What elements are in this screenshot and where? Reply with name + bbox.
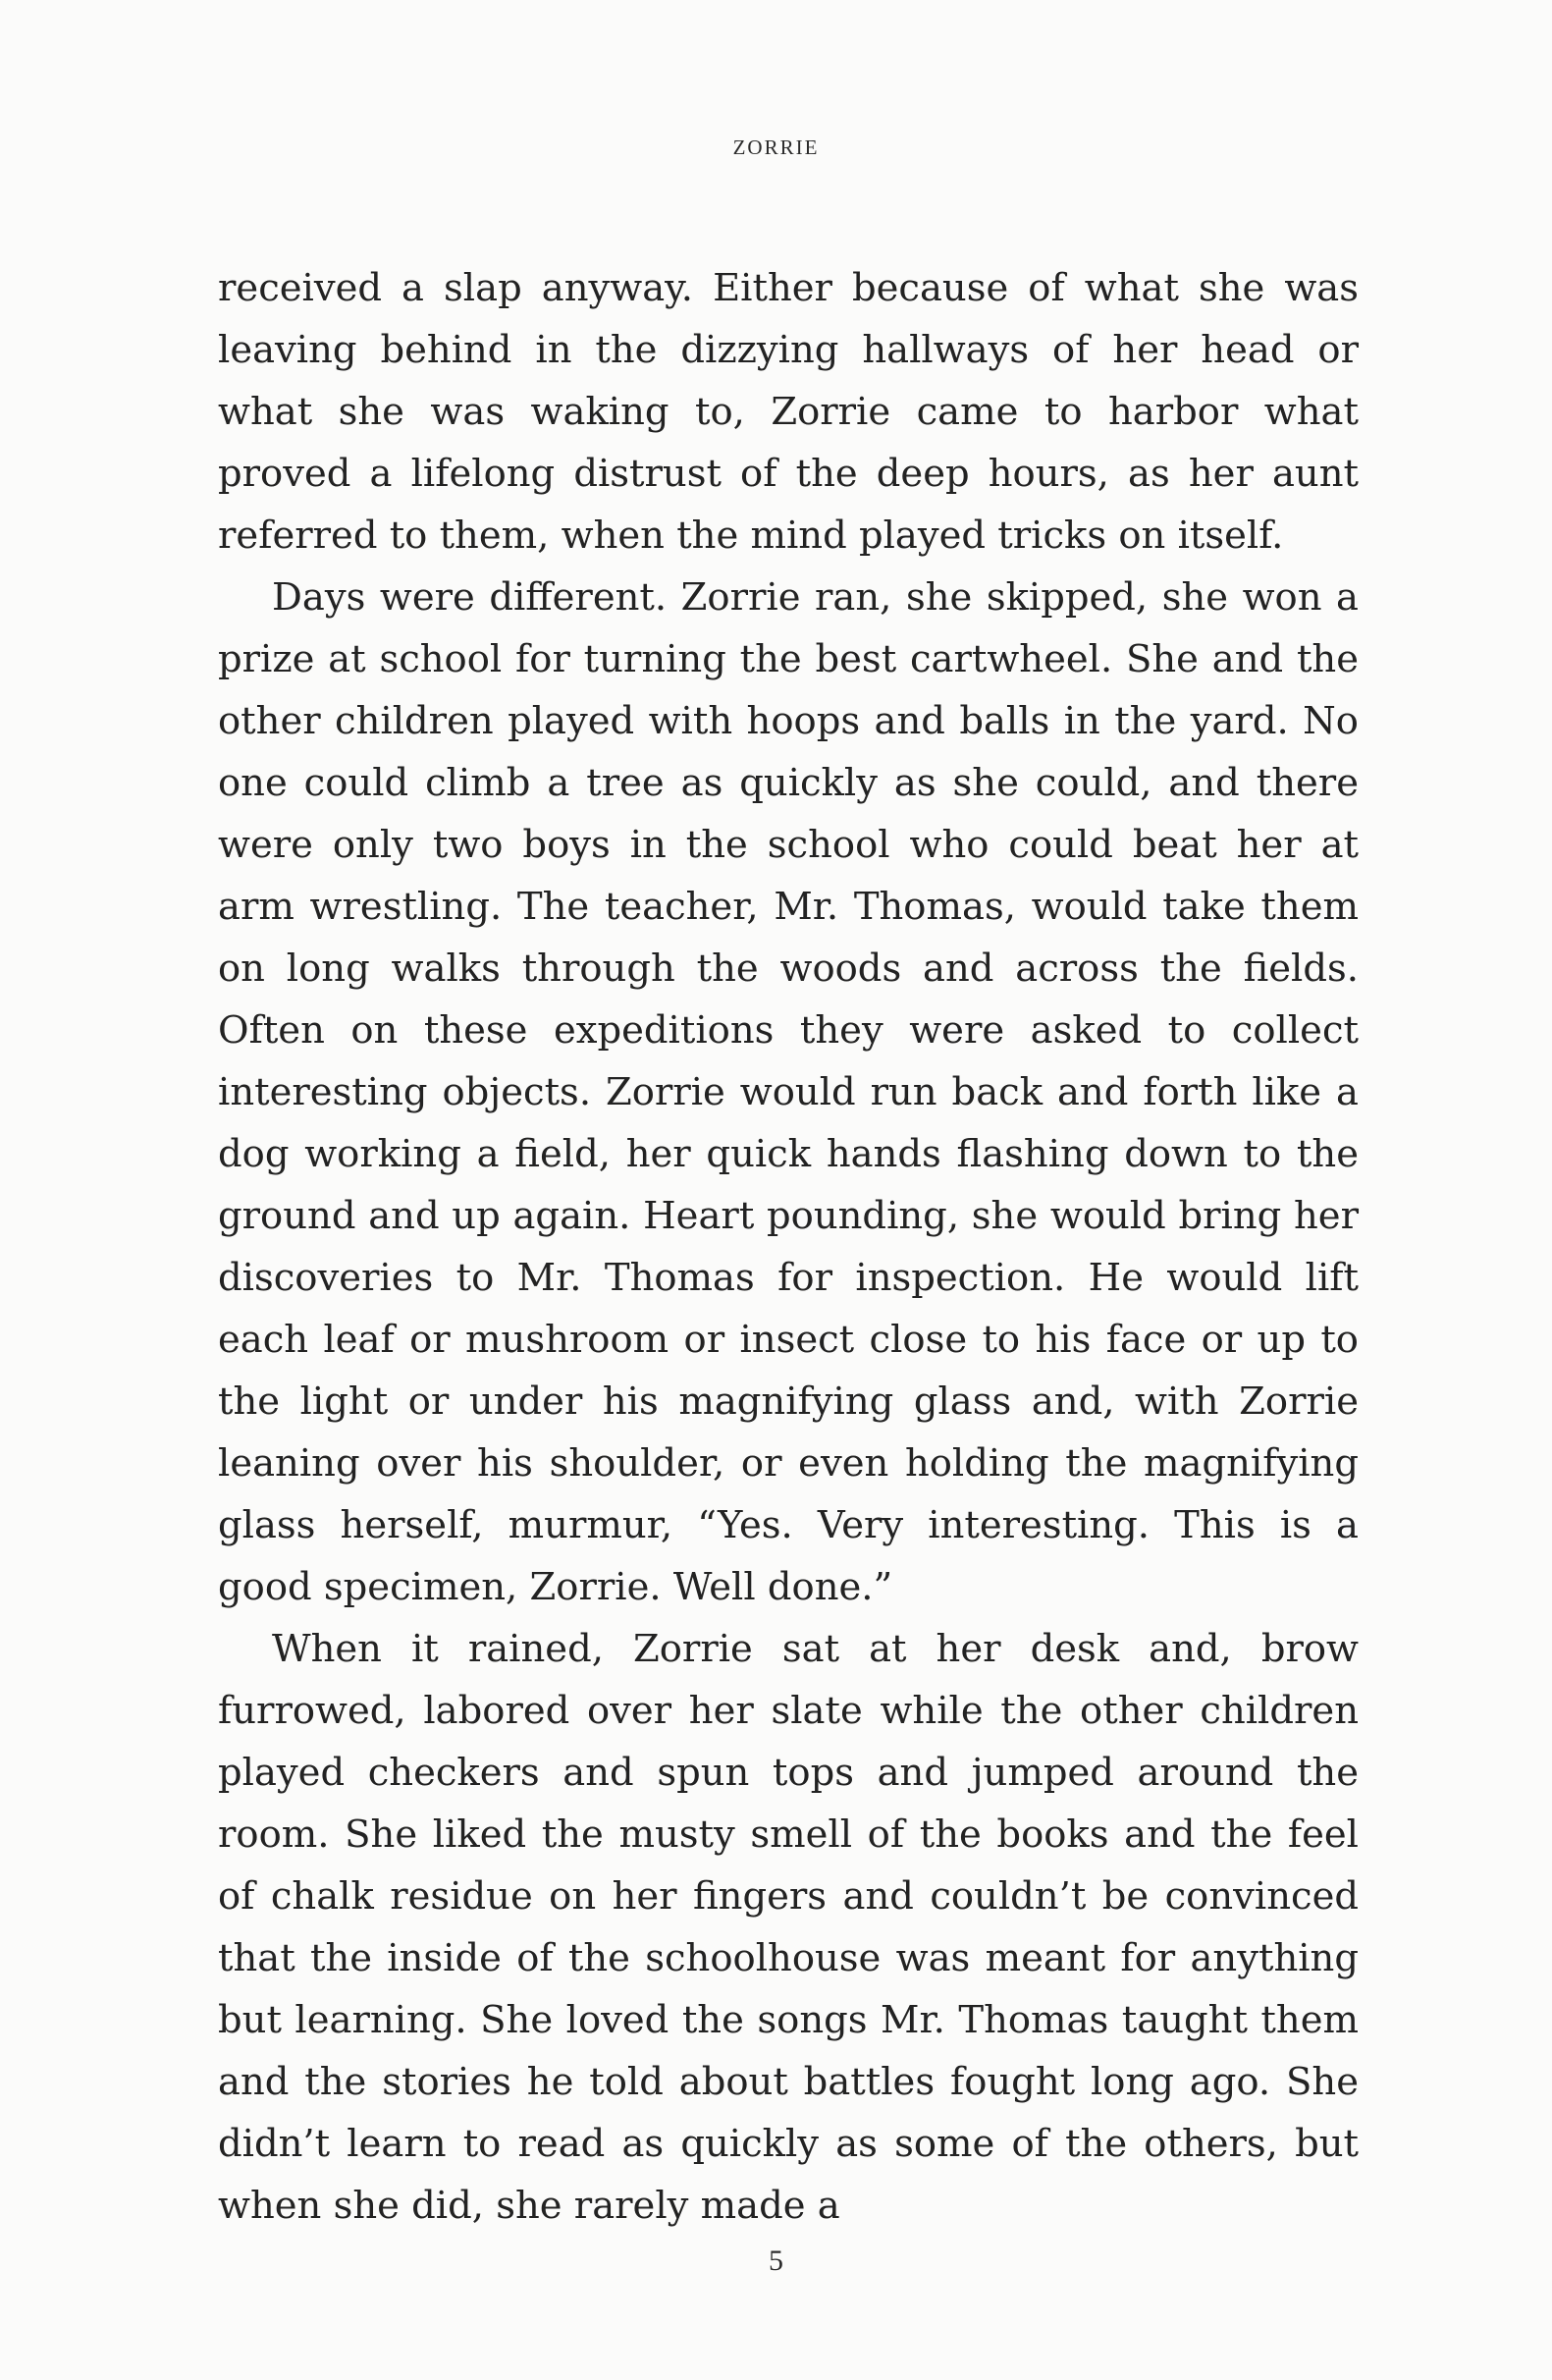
running-head: ZORRIE [732, 135, 820, 159]
body-text [218, 257, 1359, 2237]
page-number: 5 [769, 2245, 783, 2277]
paragraph: Days were different. Zorrie ran, she skipped, she won a prize at school for turning the best cartwheel. She and the other children played with hoops and balls in the yard. No one could climb a tree as quickly as she could, and there were only two boys in the school who could beat her at arm wrestling. The teacher, Mr. Thomas, would take them on long walks through the woods and across the fields. Often on these expeditions they were asked to collect interesting objects. Zorrie would run back and forth like a dog working a field, her quick hands flashing down to the ground and up again. Heart pounding, she would bring her discoveries to Mr. Thomas for inspection. He would lift each leaf or mushroom or insect close to his face or up to the light or under his magnifying glass and, with Zorrie leaning over his shoulder, or even holding the magnifying glass herself, murmur, “Yes. Very interesting. This is a good specimen, Zorrie. Well done.” [218, 575, 1359, 1609]
paragraph: When it rained, Zorrie sat at her desk and, brow furrowed, labored over her slate while the other children played checkers and spun tops and jumped around the room. She liked the musty smell of the books and the feel of chalk residue on her fingers and couldn’t be convinced that the inside of the schoolhouse was meant for anything but learning. She loved the songs Mr. Thomas taught them and the stories he told about battles fought long ago. She didn’t learn to read as quickly as some of the others, but when she did, she rarely made a [218, 1627, 1359, 2228]
paragraph-continued: received a slap anyway. Either because of what she was leaving behind in the dizzying hallways of her head or what she was waking to, Zorrie came to harbor what proved a lifelong distrust of the deep hours, as her aunt referred to them, when the mind played tricks on itself. [218, 266, 1359, 558]
